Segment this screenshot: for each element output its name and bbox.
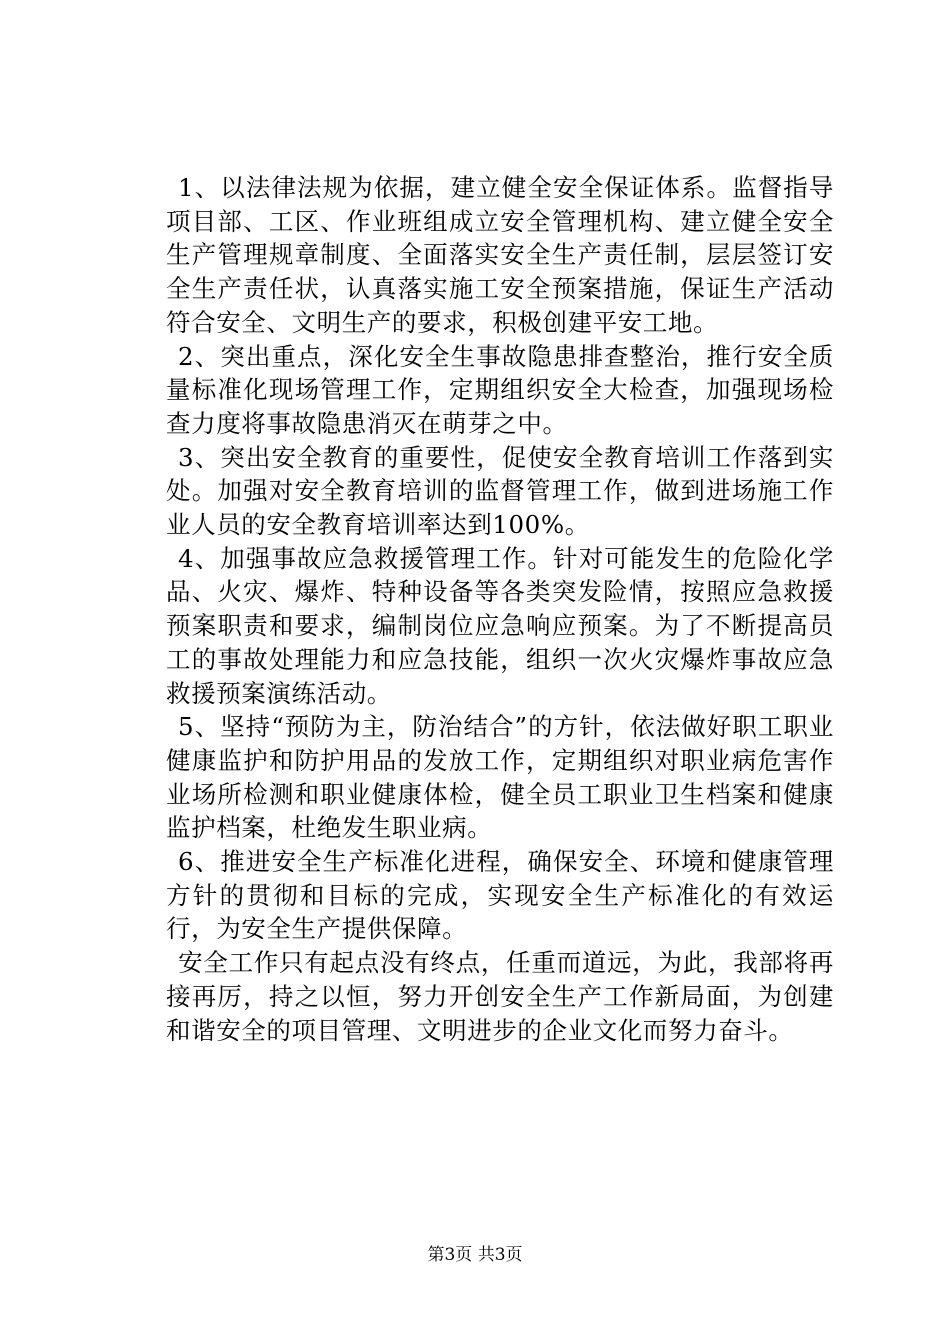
paragraph-text: 4、加强事故应急救援管理工作。针对可能发生的危险化学品、火灾、爆炸、特种设备等各类突发险情，按照应急救援预案职责和要求，编制岗位应急响应预案。为了不断提高员工的事故处理能力和应急技能，组织一次火灾爆炸事故应急救援预案演练活动。 bbox=[166, 543, 834, 708]
paragraph-text: 6、推进安全生产标准化进程，确保安全、环境和健康管理方针的贯彻和目标的完成，实现安全生产标准化的有效运行，为安全生产提供保障。 bbox=[166, 847, 834, 944]
paragraph-text: 5、坚持“预防为主，防治结合”的方针，依法做好职工职业健康监护和防护用品的发放工作，定期组织对职业病危害作业场所检测和职业健康体检，健全员工职业卫生档案和健康监护档案，杜绝发生职业病。 bbox=[166, 712, 834, 843]
paragraph-5 bbox=[166, 710, 834, 845]
paragraph-text: 3、突出安全教育的重要性，促使安全教育培训工作落到实处。加强对安全教育培训的监督管理工作，做到进场施工作业人员的安全教育培训率达到100%。 bbox=[166, 442, 834, 540]
paragraph-4 bbox=[166, 542, 834, 711]
page-number-label: 第3页 共3页 bbox=[427, 1245, 523, 1265]
closing-paragraph bbox=[166, 946, 834, 1047]
paragraph-1 bbox=[166, 171, 834, 340]
paragraph-text: 安全工作只有起点没有终点，任重而道远，为此，我部将再接再厉，持之以恒，努力开创安全生产工作新局面，为创建和谐安全的项目管理、文明进步的企业文化而努力奋斗。 bbox=[166, 948, 834, 1045]
paragraph-3 bbox=[166, 441, 834, 542]
paragraph-text: 2、突出重点，深化安全生事故隐患排查整治，推行安全质量标准化现场管理工作，定期组织安全大检查，加强现场检查力度将事故隐患消灭在萌芽之中。 bbox=[166, 341, 834, 438]
paragraph-6 bbox=[166, 845, 834, 946]
page-footer bbox=[0, 1243, 950, 1267]
paragraph-text: 1、以法律法规为依据，建立健全安全保证体系。监督指导项目部、工区、作业班组成立安全管理机构、建立健全安全生产管理规章制度、全面落实安全生产责任制，层层签订安全生产责任状，认真落实施工安全预案措施，保证生产活动符合安全、文明生产的要求，积极创建平安工地。 bbox=[166, 173, 834, 337]
paragraph-2 bbox=[166, 340, 834, 441]
document-body bbox=[166, 171, 834, 1047]
